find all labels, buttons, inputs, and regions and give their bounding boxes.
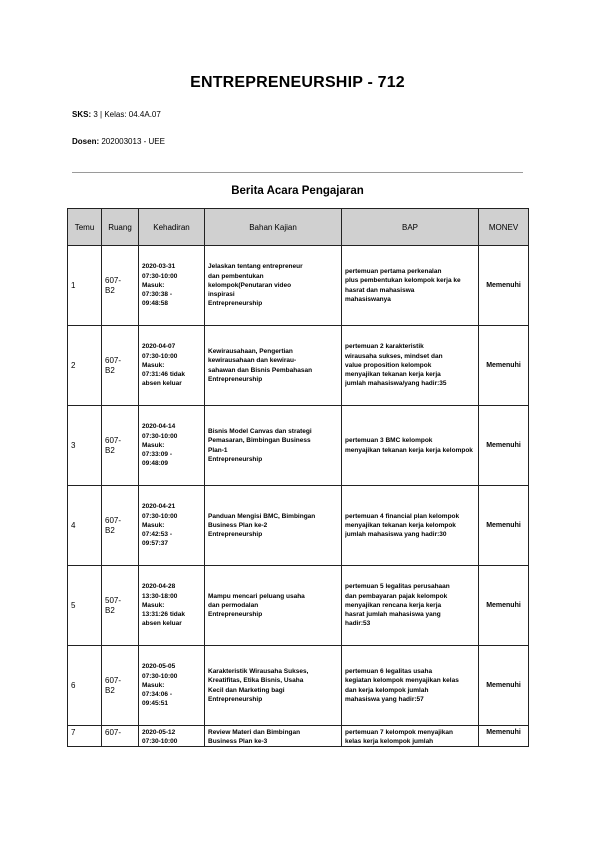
- cell-bahan-kajian-line: Pemasaran, Bimbingan Business: [208, 437, 311, 445]
- cell-bap-line: pertemuan 5 legalitas perusahaan: [345, 583, 450, 591]
- cell-kehadiran-line: 2020-04-28: [142, 583, 176, 591]
- cell-bap: [342, 566, 479, 646]
- cell-bap: [342, 486, 479, 566]
- dosen-label: Dosen:: [72, 137, 100, 146]
- cell-bap-line: wirausaha sukses, mindset dan: [345, 352, 443, 360]
- cell-bap-line: menyajikan tekanan kerja kelompok: [345, 521, 456, 529]
- cell-temu: 4: [68, 486, 102, 566]
- cell-kehadiran-line: 09:57:37: [142, 540, 169, 548]
- cell-bahan-kajian: [205, 406, 342, 486]
- cell-temu: 5: [68, 566, 102, 646]
- table-header-row: [68, 209, 529, 246]
- cell-bap: [342, 726, 479, 747]
- section-title: Berita Acara Pengajaran: [231, 185, 364, 197]
- cell-bahan-kajian-line: Entrepreneurship: [208, 375, 263, 383]
- col-header-temu: Temu: [68, 209, 102, 246]
- divider: [72, 172, 523, 173]
- cell-kehadiran: [139, 406, 205, 486]
- cell-kehadiran-line: Masuk:: [142, 601, 165, 609]
- cell-bahan-kajian-line: Entrepreneurship: [208, 300, 263, 308]
- cell-ruang: [102, 406, 139, 486]
- cell-kehadiran: [139, 646, 205, 726]
- cell-bahan-kajian-line: Kecil dan Marketing bagi: [208, 686, 285, 694]
- cell-bahan-kajian-line: Entrepreneurship: [208, 695, 263, 703]
- cell-ruang-line: 607-: [105, 728, 122, 737]
- cell-kehadiran-line: 07:30:38 -: [142, 291, 172, 299]
- cell-kehadiran-line: 2020-04-07: [142, 343, 176, 351]
- cell-bap-line: hasrat dan mahasiswa: [345, 286, 415, 294]
- cell-monev: Memenuhi: [479, 726, 529, 747]
- cell-kehadiran-line: 2020-05-05: [142, 663, 176, 671]
- cell-monev: Memenuhi: [479, 406, 529, 486]
- cell-kehadiran-line: 09:48:09: [142, 460, 169, 468]
- table-row: [68, 726, 529, 747]
- cell-bahan-kajian-line: kewirausahaan dan kewirau-: [208, 357, 297, 365]
- table-row: [68, 646, 529, 726]
- cell-bahan-kajian-line: Entrepreneurship: [208, 611, 263, 619]
- cell-kehadiran-line: Masuk:: [142, 521, 165, 529]
- cell-ruang-line: 607-: [105, 436, 122, 446]
- cell-bap-line: dan kerja kelompok jumlah: [345, 686, 429, 694]
- cell-ruang-line: B2: [105, 525, 115, 535]
- col-header-bap: BAP: [342, 209, 479, 246]
- cell-bahan-kajian-line: sahawan dan Bisnis Pembahasan: [208, 366, 313, 374]
- cell-bahan-kajian-line: dan permodalan: [208, 601, 259, 609]
- cell-bap: [342, 326, 479, 406]
- cell-bahan-kajian-line: dan pembentukan: [208, 272, 264, 280]
- table-row: [68, 326, 529, 406]
- cell-bahan-kajian-line: inspirasi: [208, 291, 235, 299]
- cell-ruang: [102, 246, 139, 326]
- cell-bap-line: jumlah mahasiswa yang hadir:30: [345, 531, 447, 539]
- cell-ruang-line: B2: [105, 605, 115, 615]
- cell-kehadiran-line: 2020-03-31: [142, 263, 176, 271]
- table-row: [68, 566, 529, 646]
- cell-kehadiran-line: Masuk:: [142, 361, 165, 369]
- cell-bap-line: pertemuan 4 financial plan kelompok: [345, 512, 460, 520]
- cell-bahan-kajian-line: Plan-1: [208, 446, 228, 454]
- cell-kehadiran-line: absen keluar: [142, 620, 182, 628]
- cell-kehadiran-line: 07:31:46 tidak: [142, 371, 185, 379]
- cell-bahan-kajian-line: Karakteristik Wirausaha Sukses,: [208, 668, 309, 676]
- table-row: [68, 486, 529, 566]
- cell-kehadiran-line: Masuk:: [142, 681, 165, 689]
- cell-ruang-line: B2: [105, 685, 115, 695]
- cell-temu: 6: [68, 646, 102, 726]
- cell-kehadiran-line: 07:33:09 -: [142, 451, 172, 459]
- cell-bap-line: mahasiswanya: [345, 295, 391, 303]
- cell-bahan-kajian: [205, 246, 342, 326]
- cell-kehadiran-line: 07:42:53 -: [142, 531, 172, 539]
- table-row: [68, 406, 529, 486]
- cell-ruang-line: 607-: [105, 356, 122, 366]
- bap-table: [67, 208, 529, 747]
- cell-kehadiran-line: 09:45:51: [142, 700, 169, 708]
- col-header-ruang: Ruang: [102, 209, 139, 246]
- cell-kehadiran-line: 07:30-10:00: [142, 432, 178, 440]
- cell-kehadiran-line: 07:34:06 -: [142, 691, 172, 699]
- cell-bap-line: kelas kerja kelompok jumlah: [345, 738, 434, 746]
- cell-monev: Memenuhi: [479, 646, 529, 726]
- cell-bap-line: value proposition kelompok: [345, 361, 432, 369]
- col-header-monev: MONEV: [479, 209, 529, 246]
- cell-ruang: [102, 486, 139, 566]
- cell-kehadiran: [139, 326, 205, 406]
- cell-bahan-kajian-line: Bisnis Model Canvas dan strategi: [208, 428, 312, 436]
- cell-bahan-kajian-line: Kreatifitas, Etika Bisnis, Usaha: [208, 677, 304, 685]
- cell-kehadiran-line: 13:31:26 tidak: [142, 611, 185, 619]
- cell-ruang: [102, 726, 139, 747]
- cell-kehadiran-line: Masuk:: [142, 281, 165, 289]
- cell-bahan-kajian-line: Business Plan ke-2: [208, 521, 268, 529]
- cell-ruang-line: 607-: [105, 516, 122, 526]
- cell-temu: 1: [68, 246, 102, 326]
- sks-value: 3 | Kelas: 04.4A.07: [93, 110, 161, 119]
- cell-kehadiran-line: 07:30-10:00: [142, 672, 178, 680]
- cell-kehadiran: [139, 566, 205, 646]
- cell-ruang-line: B2: [105, 285, 115, 295]
- cell-bap-line: menyajikan rencana kerja kerja: [345, 601, 442, 609]
- cell-monev: Memenuhi: [479, 326, 529, 406]
- cell-kehadiran-line: 09:48:58: [142, 300, 169, 308]
- cell-bap: [342, 406, 479, 486]
- cell-bap-line: pertemuan 2 karakteristik: [345, 343, 424, 351]
- cell-bap-line: menyajikan tekanan kerja kerja kelompok: [345, 446, 473, 454]
- cell-ruang-line: 607-: [105, 676, 122, 686]
- cell-bahan-kajian-line: Mampu mencari peluang usaha: [208, 592, 305, 600]
- cell-bap: [342, 646, 479, 726]
- cell-kehadiran-line: 07:30-10:00: [142, 272, 178, 280]
- cell-bap-line: hadir:53: [345, 620, 371, 628]
- page-title: ENTREPRENEURSHIP - 712: [190, 74, 405, 91]
- cell-bap-line: hasrat jumlah mahasiswa yang: [345, 611, 441, 619]
- cell-bahan-kajian-line: Review Materi dan Bimbingan: [208, 729, 301, 736]
- col-header-kehadiran: Kehadiran: [139, 209, 205, 246]
- cell-bap-line: menyajikan tekanan kerja kerja: [345, 371, 441, 379]
- cell-bahan-kajian-line: Entrepreneurship: [208, 455, 263, 463]
- cell-temu: 2: [68, 326, 102, 406]
- cell-bahan-kajian: [205, 326, 342, 406]
- cell-monev: Memenuhi: [479, 566, 529, 646]
- cell-kehadiran-line: 07:30-10:00: [142, 738, 178, 746]
- cell-bahan-kajian: [205, 726, 342, 747]
- cell-bahan-kajian: [205, 566, 342, 646]
- cell-temu: 3: [68, 406, 102, 486]
- cell-monev: Memenuhi: [479, 246, 529, 326]
- cell-monev: Memenuhi: [479, 486, 529, 566]
- cell-bap-line: pertemuan 7 kelompok menyajikan: [345, 729, 454, 736]
- cell-ruang-line: B2: [105, 365, 115, 375]
- cell-bap-line: jumlah mahasiswa/yang hadir:35: [345, 380, 447, 388]
- cell-kehadiran: [139, 246, 205, 326]
- cell-bahan-kajian-line: kelompok(Penutaran video: [208, 281, 292, 289]
- cell-ruang-line: 507-: [105, 596, 122, 606]
- cell-ruang-line: 607-: [105, 276, 122, 286]
- cell-bap-line: kegiatan kelompok menyajikan kelas: [345, 677, 459, 685]
- cell-ruang: [102, 646, 139, 726]
- sks-line: [72, 110, 161, 119]
- cell-bap-line: pertemuan pertama perkenalan: [345, 268, 442, 276]
- cell-bap: [342, 246, 479, 326]
- cell-kehadiran: [139, 726, 205, 747]
- dosen-value: 202003013 - UEE: [101, 137, 165, 146]
- cell-kehadiran-line: 2020-04-21: [142, 503, 176, 511]
- cell-kehadiran-line: 2020-04-14: [142, 423, 176, 431]
- cell-kehadiran-line: 13:30-18:00: [142, 592, 178, 600]
- cell-bahan-kajian-line: Kewirausahaan, Pengertian: [208, 348, 293, 356]
- cell-bap-line: dan pembayaran pajak kelompok: [345, 592, 448, 600]
- cell-kehadiran-line: 07:30-10:00: [142, 512, 178, 520]
- cell-bahan-kajian: [205, 646, 342, 726]
- cell-kehadiran-line: 07:30-10:00: [142, 352, 178, 360]
- cell-bap-line: pertemuan 3 BMC kelompok: [345, 437, 433, 445]
- cell-kehadiran-line: absen keluar: [142, 380, 182, 388]
- cell-ruang: [102, 326, 139, 406]
- cell-bap-line: pertemuan 6 legalitas usaha: [345, 668, 433, 676]
- table-row: [68, 246, 529, 326]
- cell-bahan-kajian-line: Panduan Mengisi BMC, Bimbingan: [208, 512, 316, 520]
- cell-bahan-kajian-line: Jelaskan tentang entrepreneur: [208, 263, 303, 271]
- sks-label: SKS:: [72, 110, 92, 119]
- cell-bap-line: mahasiswa yang hadir:57: [345, 695, 424, 703]
- col-header-bahan-kajian: Bahan Kajian: [205, 209, 342, 246]
- cell-ruang-line: B2: [105, 445, 115, 455]
- cell-kehadiran: [139, 486, 205, 566]
- cell-kehadiran-line: 2020-05-12: [142, 729, 176, 736]
- cell-bahan-kajian-line: Entrepreneurship: [208, 531, 263, 539]
- cell-kehadiran-line: Masuk:: [142, 441, 165, 449]
- cell-bahan-kajian: [205, 486, 342, 566]
- cell-temu: 7: [68, 726, 102, 747]
- cell-bap-line: plus pembentukan kelompok kerja ke: [345, 277, 461, 285]
- cell-bahan-kajian-line: Business Plan ke-3: [208, 738, 268, 746]
- dosen-line: [72, 137, 165, 146]
- cell-ruang: [102, 566, 139, 646]
